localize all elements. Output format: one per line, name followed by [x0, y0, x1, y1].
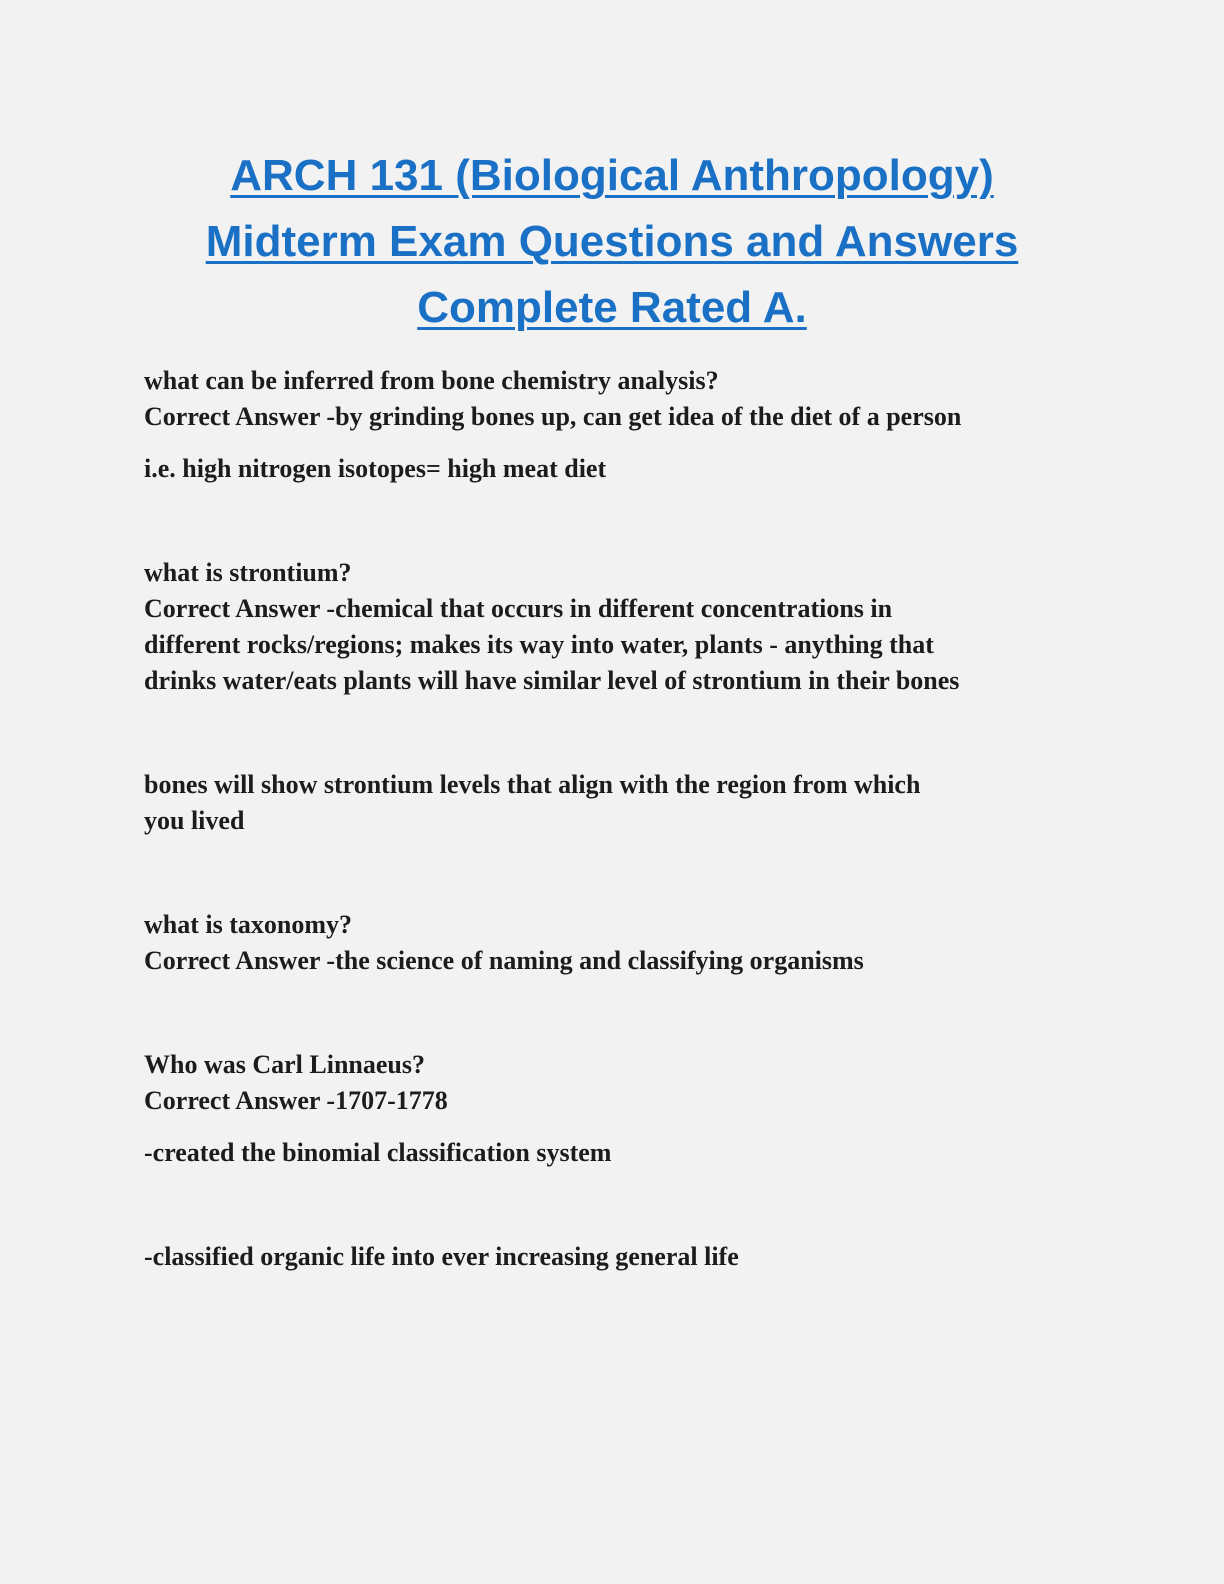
title-line-2: Midterm Exam Questions and Answers [205, 217, 1019, 266]
title-line-3: Complete Rated A. [417, 283, 807, 332]
answer-3: Correct Answer -the science of naming and classifying organisms [144, 946, 864, 975]
answer-1: Correct Answer -by grinding bones up, can get idea of the diet of a person [144, 402, 962, 431]
answer-2-note-line-1: bones will show strontium levels that align with the region from which [144, 770, 921, 799]
answer-2-line-3: drinks water/eats plants will have similar level of strontium in their bones [144, 666, 960, 695]
answer-2-note-line-2: you lived [144, 806, 245, 835]
title-line-1: ARCH 131 (Biological Anthropology) [230, 151, 994, 200]
answer-1-note: i.e. high nitrogen isotopes= high meat diet [144, 454, 607, 483]
answer-4-point-1: -created the binomial classification system [144, 1138, 612, 1167]
answer-4-point-2: -classified organic life into ever increasing general life [144, 1242, 739, 1271]
document-title [100, 143, 1124, 341]
answer-4: Correct Answer -1707-1778 [144, 1086, 448, 1115]
answer-2-line-2: different rocks/regions; makes its way into water, plants - anything that [144, 630, 934, 659]
question-1: what can be inferred from bone chemistry analysis? [144, 366, 719, 395]
question-2: what is strontium? [144, 558, 352, 587]
question-3: what is taxonomy? [144, 910, 353, 939]
question-4: Who was Carl Linnaeus? [144, 1050, 425, 1079]
answer-2-line-1: Correct Answer -chemical that occurs in different concentrations in [144, 594, 893, 623]
